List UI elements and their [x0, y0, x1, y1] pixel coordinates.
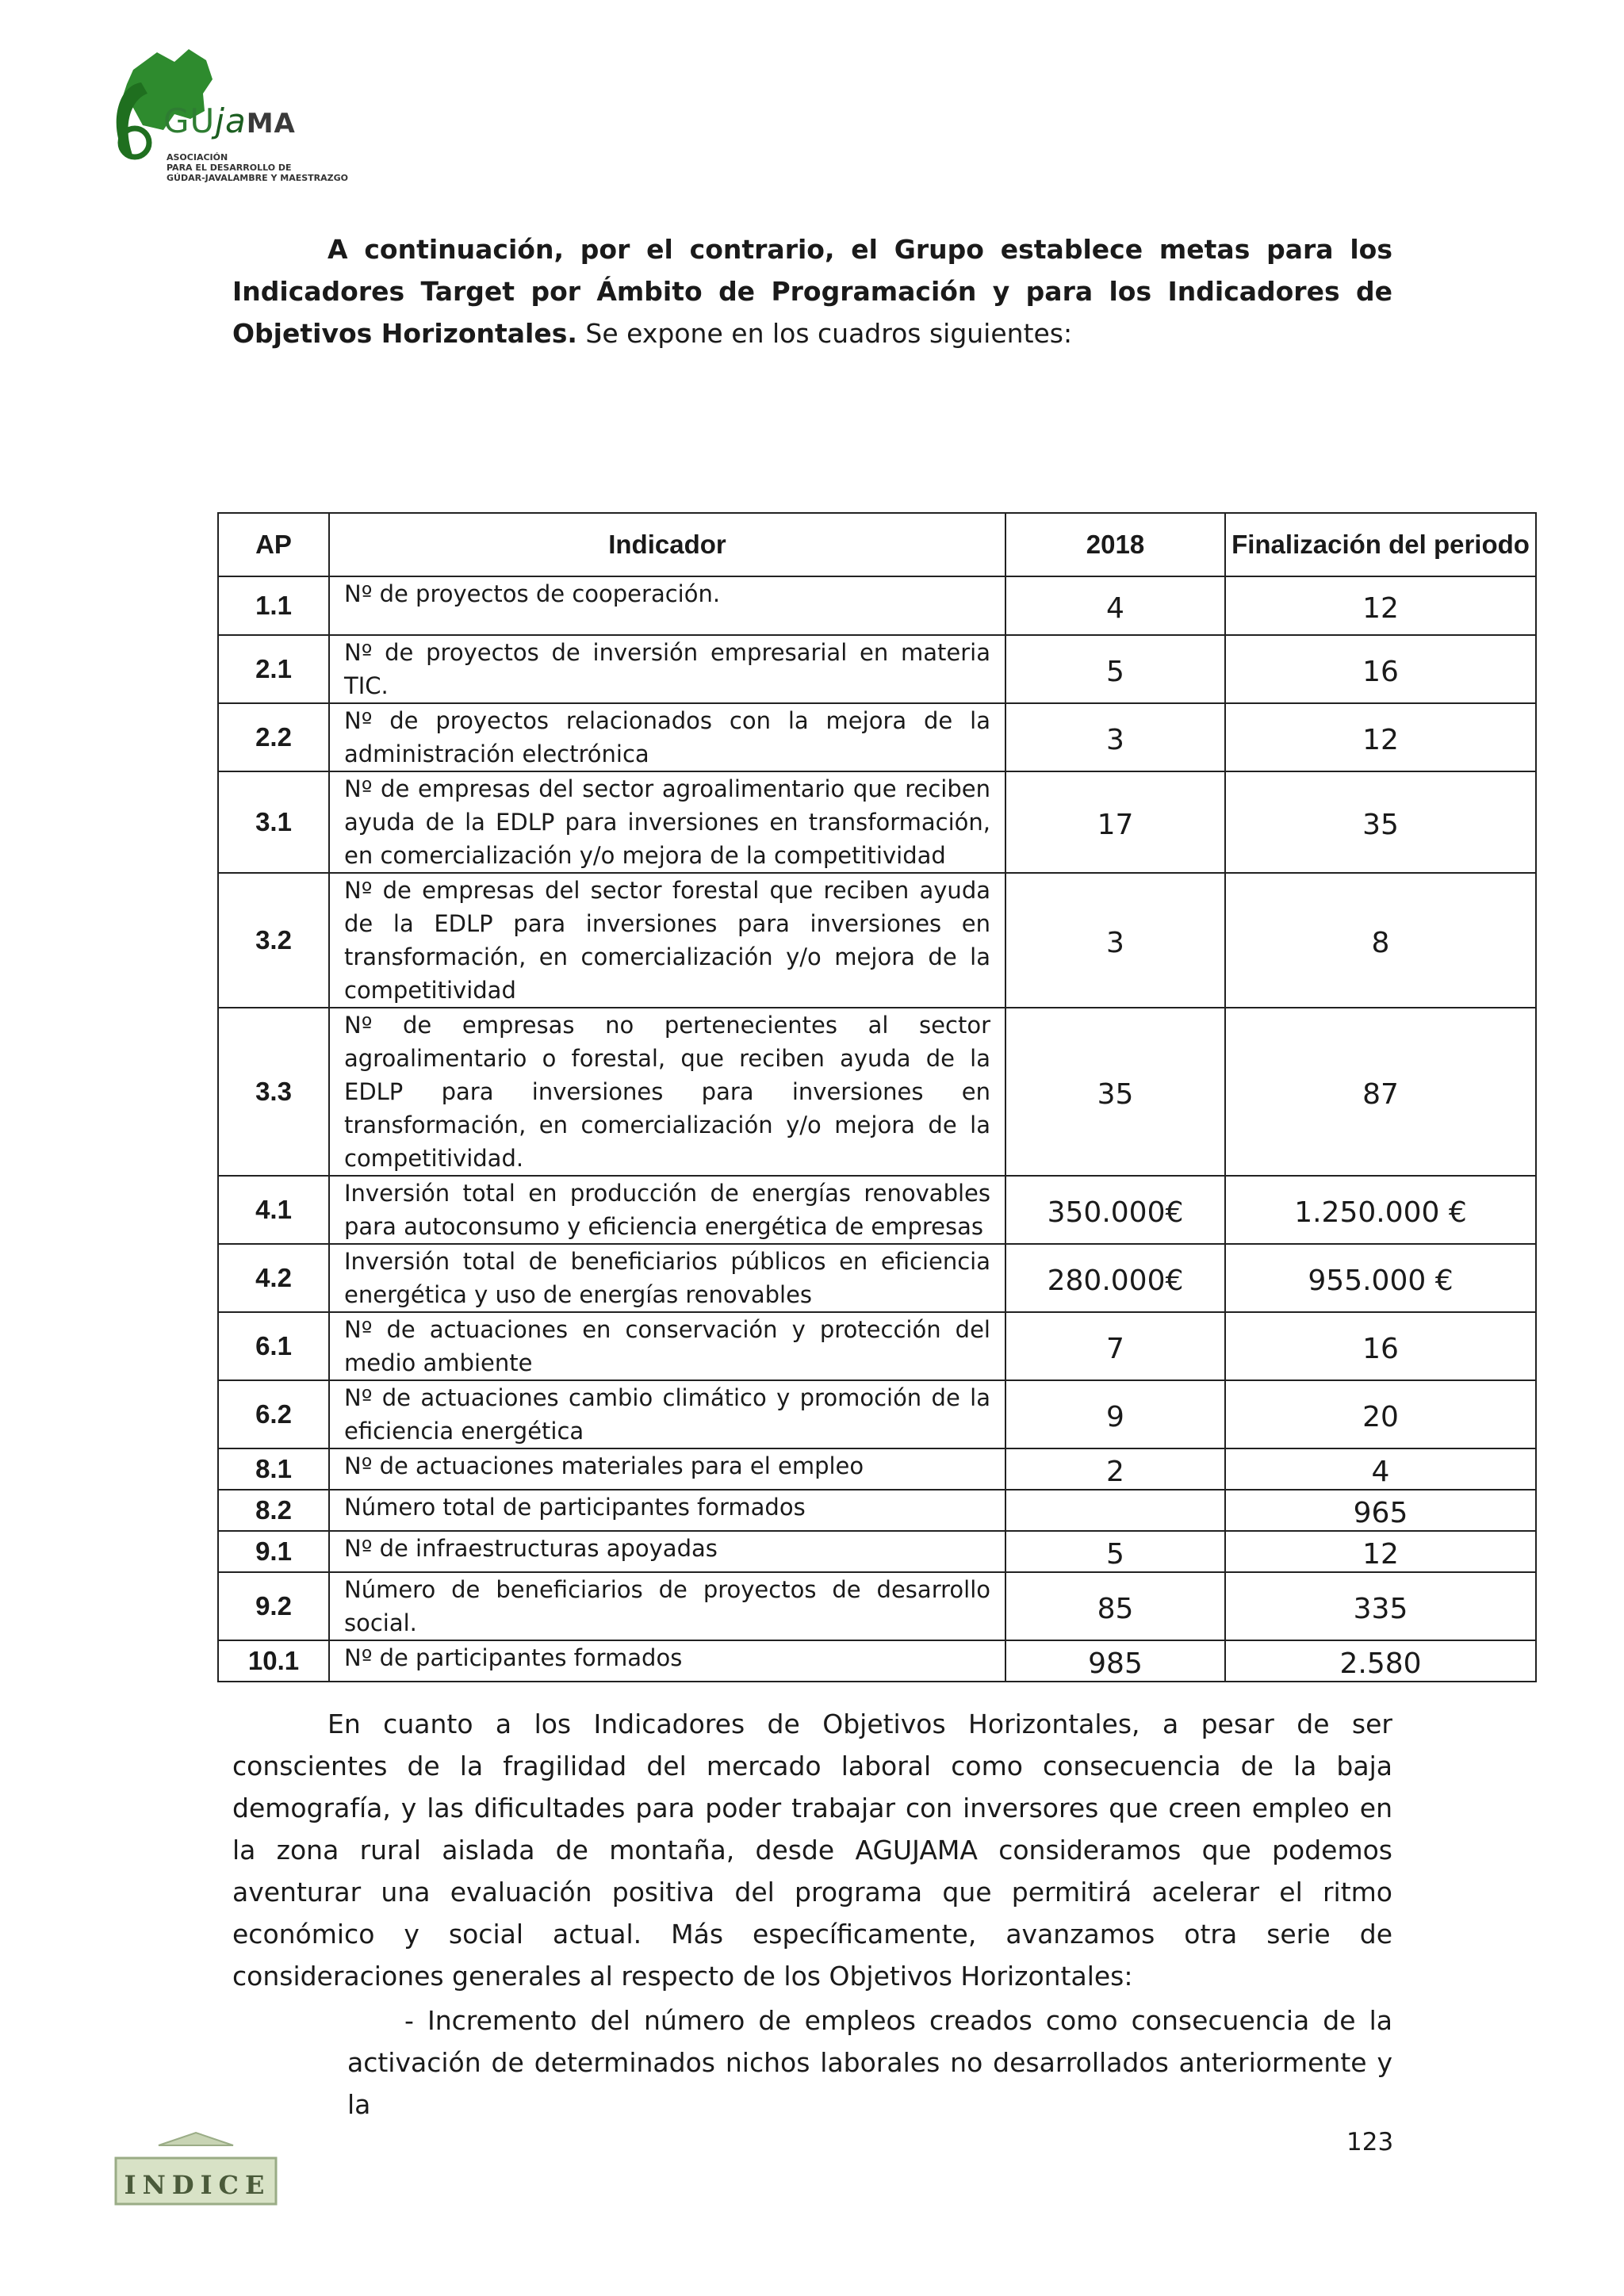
table-row	[218, 873, 1536, 1008]
header-finalizacion: Finalización del periodo	[1225, 513, 1536, 576]
paragraph2-text: En cuanto a los Indicadores de Objetivos Horizontales, a pesar de ser conscientes de la fragilidad del mercado laboral como consecuencia de la baja demografía, y las dificultades para poder trabajar con inversores que creen empleo en la zona rural aislada de montaña, desde AGUJAMA consideramos que podemos aventurar una evaluación positiva del programa que permitirá acelerar el ritmo económico y social actual. Más específicamente, avanzamos otra serie de consideraciones generales al respecto de los Objetivos Horizontales:	[232, 1709, 1392, 1992]
table-row	[218, 771, 1536, 873]
cell-2018: 2	[1005, 1448, 1225, 1490]
intro-paragraph	[232, 228, 1392, 354]
table-row	[218, 1448, 1536, 1490]
logo-subtitle: ASOCIACIÓN PARA EL DESARROLLO DE GÚDAR-JAVALAMBRE Y MAESTRAZGO	[167, 152, 348, 183]
cell-final: 16	[1225, 1312, 1536, 1380]
cell-indicador: Nº de empresas del sector forestal que reciben ayuda de la EDLP para inversiones para inversiones en transformación, en comercialización y/o mejora de la competitividad	[329, 873, 1005, 1008]
cell-ap: 8.2	[218, 1490, 329, 1531]
bullet-paragraph	[347, 1999, 1392, 2126]
cell-ap: 3.2	[218, 873, 329, 1008]
cell-ap: 9.2	[218, 1572, 329, 1640]
cell-ap: 6.1	[218, 1312, 329, 1380]
table-row	[218, 703, 1536, 771]
cell-2018: 17	[1005, 771, 1225, 873]
cell-final: 12	[1225, 576, 1536, 635]
cell-2018: 280.000€	[1005, 1244, 1225, 1312]
cell-2018: 9	[1005, 1380, 1225, 1448]
header-2018: 2018	[1005, 513, 1225, 576]
table-row	[218, 1312, 1536, 1380]
indicators-table	[217, 512, 1537, 1682]
header-indicador: Indicador	[329, 513, 1005, 576]
cell-2018: 35	[1005, 1008, 1225, 1176]
cell-indicador: Inversión total en producción de energías renovables para autoconsumo y eficiencia energética de empresas	[329, 1176, 1005, 1244]
cell-2018: 85	[1005, 1572, 1225, 1640]
cell-2018: 5	[1005, 1531, 1225, 1572]
table-row	[218, 635, 1536, 703]
cell-indicador: Número de beneficiarios de proyectos de desarrollo social.	[329, 1572, 1005, 1640]
cell-final: 955.000 €	[1225, 1244, 1536, 1312]
cell-final: 20	[1225, 1380, 1536, 1448]
cell-final: 12	[1225, 703, 1536, 771]
cell-indicador: Nº de proyectos de cooperación.	[329, 576, 1005, 635]
cell-final: 965	[1225, 1490, 1536, 1531]
table-row	[218, 1244, 1536, 1312]
table-row	[218, 1008, 1536, 1176]
horizontal-objectives-paragraph	[232, 1703, 1392, 1997]
table-row	[218, 1572, 1536, 1640]
intro-rest-text: Se expone en los cuadros siguientes:	[576, 318, 1073, 349]
cell-indicador: Nº de actuaciones materiales para el empleo	[329, 1448, 1005, 1490]
index-button[interactable]: INDICE	[124, 2170, 271, 2200]
cell-indicador: Nº de actuaciones cambio climático y promoción de la eficiencia energética	[329, 1380, 1005, 1448]
cell-final: 35	[1225, 771, 1536, 873]
table-row	[218, 1531, 1536, 1572]
cell-ap: 3.1	[218, 771, 329, 873]
cell-2018: 5	[1005, 635, 1225, 703]
table-row	[218, 1490, 1536, 1531]
cell-2018: 3	[1005, 703, 1225, 771]
paragraph3-text: - Incremento del número de empleos creados como consecuencia de la activación de determinados nichos laborales no desarrollados anteriormente y la	[347, 2005, 1392, 2120]
logo-wordmark: GUjaMA	[163, 101, 296, 140]
cell-indicador: Nº de empresas no pertenecientes al sector agroalimentario o forestal, que reciben ayuda de la EDLP para inversiones para inversiones en transformación, en comercialización y/o mejora de la competitividad.	[329, 1008, 1005, 1176]
cell-indicador: Inversión total de beneficiarios públicos en eficiencia energética y uso de energías renovables	[329, 1244, 1005, 1312]
cell-ap: 2.1	[218, 635, 329, 703]
table-header-row	[218, 513, 1536, 576]
cell-indicador: Nº de participantes formados	[329, 1640, 1005, 1682]
page-number: 123	[1346, 2128, 1394, 2156]
cell-final: 2.580	[1225, 1640, 1536, 1682]
cell-indicador: Número total de participantes formados	[329, 1490, 1005, 1531]
cell-ap: 2.2	[218, 703, 329, 771]
header-ap: AP	[218, 513, 329, 576]
cell-final: 16	[1225, 635, 1536, 703]
cell-indicador: Nº de proyectos relacionados con la mejora de la administración electrónica	[329, 703, 1005, 771]
table-row	[218, 1176, 1536, 1244]
cell-indicador: Nº de actuaciones en conservación y protección del medio ambiente	[329, 1312, 1005, 1380]
table-row	[218, 1640, 1536, 1682]
cell-ap: 6.2	[218, 1380, 329, 1448]
cell-ap: 4.1	[218, 1176, 329, 1244]
cell-final: 1.250.000 €	[1225, 1176, 1536, 1244]
cell-final: 12	[1225, 1531, 1536, 1572]
intro-bold-text: A continuación, por el contrario, el Grupo establece metas para los Indicadores Target por Ámbito de Programación y para los Indicadores de Objetivos Horizontales.	[232, 234, 1392, 349]
cell-2018: 3	[1005, 873, 1225, 1008]
cell-2018: 7	[1005, 1312, 1225, 1380]
cell-ap: 1.1	[218, 576, 329, 635]
cell-ap: 8.1	[218, 1448, 329, 1490]
cell-ap: 4.2	[218, 1244, 329, 1312]
cell-ap: 3.3	[218, 1008, 329, 1176]
cell-final: 87	[1225, 1008, 1536, 1176]
cell-2018: 350.000€	[1005, 1176, 1225, 1244]
cell-indicador: Nº de infraestructuras apoyadas	[329, 1531, 1005, 1572]
cell-ap: 9.1	[218, 1531, 329, 1572]
cell-ap: 10.1	[218, 1640, 329, 1682]
cell-2018	[1005, 1490, 1225, 1531]
table-row	[218, 1380, 1536, 1448]
cell-2018: 4	[1005, 576, 1225, 635]
table-row	[218, 576, 1536, 635]
cell-indicador: Nº de empresas del sector agroalimentario que reciben ayuda de la EDLP para inversiones en transformación, en comercialización y/o mejora de la competitividad	[329, 771, 1005, 873]
cell-2018: 985	[1005, 1640, 1225, 1682]
cell-indicador: Nº de proyectos de inversión empresarial en materia TIC.	[329, 635, 1005, 703]
cell-final: 4	[1225, 1448, 1536, 1490]
cell-final: 335	[1225, 1572, 1536, 1640]
cell-final: 8	[1225, 873, 1536, 1008]
